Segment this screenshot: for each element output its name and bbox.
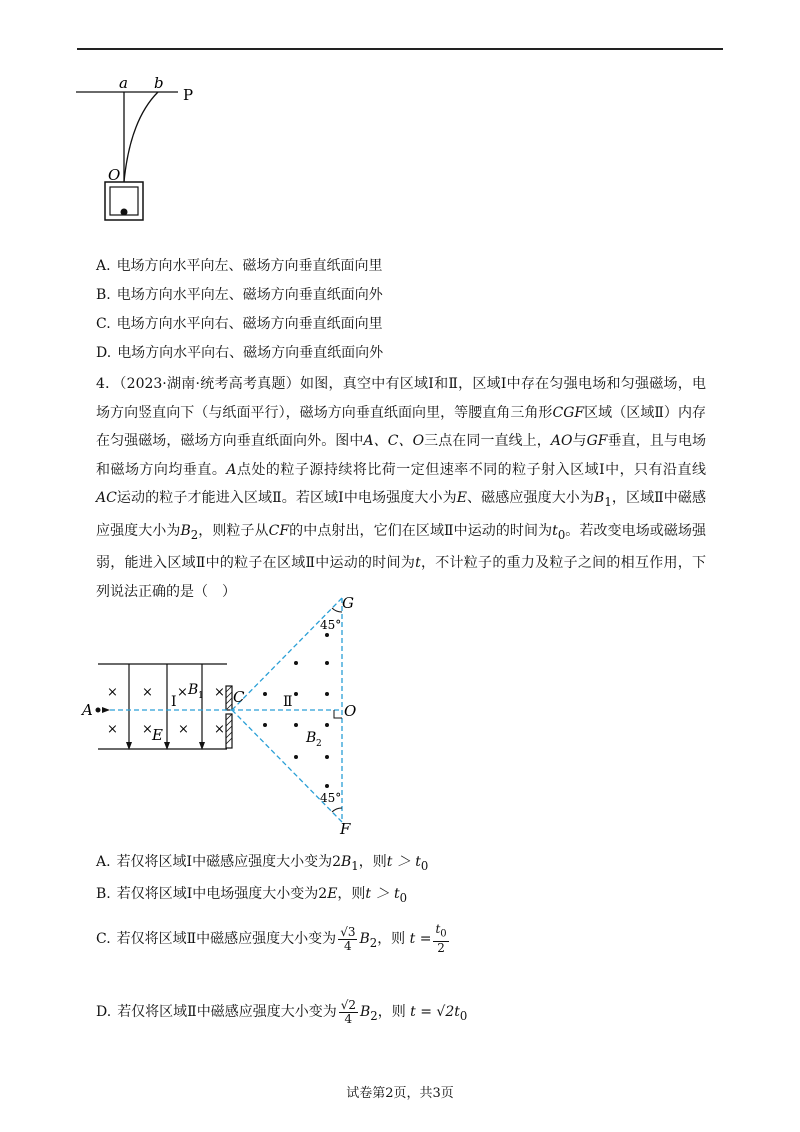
fraction <box>433 923 448 954</box>
stem-sub: 2 <box>190 527 199 542</box>
option-math: t ＞ t <box>386 854 421 870</box>
cross-mark: × <box>142 685 153 700</box>
q3-option-c[interactable] <box>96 314 383 334</box>
stem-text: ，区域Ⅱ中磁感应强度大小为 <box>96 490 707 539</box>
label-angle-bottom: 45° <box>320 791 342 805</box>
q4-option-b[interactable] <box>96 884 407 908</box>
page-footer: 试卷第2页，共3页 <box>346 1086 454 1101</box>
q4-option-a[interactable] <box>96 852 428 876</box>
cross-mark: × <box>142 722 153 737</box>
stem-math: B <box>180 522 191 539</box>
cross-mark: × <box>178 722 189 737</box>
stem-math: AO <box>550 433 573 450</box>
option-letter: C. <box>96 316 111 332</box>
option-letter: A. <box>96 854 111 870</box>
option-letter: B. <box>96 886 111 902</box>
stem-math: B <box>594 490 605 507</box>
label-F: F <box>340 820 351 838</box>
stem-text: ，不计粒子的重力及粒子之间的相互作用，下列说法正确的是（ ） <box>96 555 707 600</box>
option-sub: 2 <box>370 1008 378 1023</box>
option-math: t ＞ t <box>365 886 400 902</box>
option-math: t = <box>409 931 432 947</box>
option-text: 电场方向水平向右、磁场方向垂直纸面向外 <box>117 345 384 361</box>
fraction-numerator: √2 <box>340 997 356 1012</box>
label-C: C <box>233 688 245 706</box>
label-O: O <box>344 702 357 720</box>
fraction <box>338 926 357 953</box>
option-math: t = √2t <box>410 1004 460 1020</box>
option-sub: 0 <box>399 890 407 905</box>
option-text: 若仅将区域Ⅰ中电场强度大小变为2 <box>116 886 328 902</box>
stem-math: AC <box>96 490 117 507</box>
figure-2-field-regions <box>80 590 370 840</box>
q3-option-d[interactable] <box>96 343 383 363</box>
stem-sub: 0 <box>557 527 566 542</box>
option-letter: D. <box>96 345 112 361</box>
option-sub: 2 <box>369 935 378 950</box>
option-sub: 0 <box>420 858 429 873</box>
stem-text: 点处的粒子源持续将比荷一定但速率不同的粒子射入区域Ⅰ中，只有沿直线 <box>236 461 706 478</box>
question-source: （2023·湖南·统考高考真题） <box>119 376 301 392</box>
question-number: 4． <box>96 376 120 392</box>
stem-math: GF <box>586 433 608 450</box>
stem-text: 垂直，且与电场和磁场方向均垂直。 <box>96 433 707 478</box>
option-text: 电场方向水平向右、磁场方向垂直纸面向里 <box>116 316 383 332</box>
label-B2: B <box>306 730 317 746</box>
label-E: E <box>152 726 163 744</box>
figure-1-trajectory <box>70 70 210 230</box>
stem-text: 与 <box>572 433 587 450</box>
option-sub: 1 <box>351 858 359 873</box>
fraction-numerator: √3 <box>340 924 356 939</box>
stem-text: 的中点射出，它们在区域Ⅱ中运动的时间为 <box>289 522 553 539</box>
plate-hatching <box>226 686 232 744</box>
option-text: 电场方向水平向左、磁场方向垂直纸面向外 <box>116 287 383 303</box>
stem-text: 区域（区域Ⅱ）内存在匀强磁场，磁场方向垂直纸面向外。图中 <box>96 404 707 450</box>
option-letter: D. <box>96 1004 112 1020</box>
slit-plate-top <box>226 686 232 710</box>
stem-math: t <box>415 555 421 572</box>
stem-text: 运动的粒子才能进入区域Ⅱ。若区域Ⅰ中电场强度大小为 <box>116 490 457 507</box>
option-text: ，则 <box>337 886 366 902</box>
option-text: ，则 <box>358 854 387 870</box>
option-sub: 0 <box>440 928 447 940</box>
label-B2-sub: 2 <box>316 739 322 749</box>
option-math: B <box>341 854 352 870</box>
q4-option-c[interactable] <box>96 922 451 956</box>
stem-math: CGF <box>552 404 585 421</box>
fraction <box>339 999 358 1026</box>
option-text: 若仅将区域Ⅰ中磁感应强度大小变为2 <box>116 854 341 870</box>
cross-mark: × <box>107 722 118 737</box>
angle-arc-top <box>332 608 342 612</box>
fraction-numerator <box>433 923 448 941</box>
option-letter: C. <box>96 931 111 947</box>
option-text: 若仅将区域Ⅱ中磁感应强度大小变为 <box>116 931 337 947</box>
option-math: B <box>359 1004 371 1020</box>
stem-text: 。若改变电场或磁场强弱，能进入区域Ⅱ中的粒子在区域Ⅱ中运动的时间为 <box>96 522 707 572</box>
cross-mark: × <box>107 685 118 700</box>
option-text: ，则 <box>377 1004 406 1020</box>
right-angle-mark <box>334 710 342 718</box>
label-region-I: Ⅰ <box>171 694 177 710</box>
stem-math: A <box>226 461 237 478</box>
fraction-denominator: 4 <box>344 1011 353 1026</box>
label-B1: B <box>188 682 199 698</box>
header-rule <box>77 48 723 50</box>
option-text: ，则 <box>377 931 406 947</box>
label-region-II: Ⅱ <box>283 694 293 710</box>
label-B1-sub: 1 <box>198 691 204 701</box>
option-letter: B. <box>96 287 111 303</box>
option-sub: 0 <box>459 1008 468 1023</box>
label-a: a <box>119 74 128 92</box>
magnetic-field-in-marks <box>107 685 225 737</box>
q3-option-a[interactable] <box>96 256 383 276</box>
label-P: P <box>183 86 194 104</box>
source-particle <box>121 209 128 216</box>
fraction-denominator: 4 <box>344 938 352 953</box>
option-letter: A. <box>96 258 111 274</box>
stem-math: CF <box>268 522 290 539</box>
option-math: B <box>359 931 370 947</box>
option-text: 电场方向水平向左、磁场方向垂直纸面向里 <box>116 258 383 274</box>
stem-math: A、C、O <box>363 433 425 450</box>
stem-text: 、磁感应强度大小为 <box>466 490 595 507</box>
q3-option-b[interactable] <box>96 285 383 305</box>
curved-path <box>124 92 158 182</box>
label-O: O <box>108 166 121 184</box>
label-A: A <box>82 701 93 719</box>
angle-arc-bottom <box>332 808 342 812</box>
cross-mark: × <box>214 722 225 737</box>
particle-source-dot <box>96 708 101 713</box>
stem-text: 如图，真空中有区域Ⅰ和Ⅱ，区域Ⅰ中存在匀强电场和匀强磁场，电场方向竖直向下（与纸面平行），磁场方向垂直纸面向里，等腰直角三角形 <box>96 376 706 421</box>
option-math: E <box>327 886 338 902</box>
option-text: 若仅将区域Ⅱ中磁感应强度大小变为 <box>117 1004 337 1020</box>
stem-math: E <box>456 490 467 507</box>
label-b: b <box>154 74 164 92</box>
cross-mark: × <box>214 685 225 700</box>
question-4-stem <box>96 370 706 606</box>
stem-text: ，则粒子从 <box>198 522 269 539</box>
stem-sub: 1 <box>604 495 612 510</box>
label-G: G <box>342 594 354 612</box>
option-math: t <box>435 922 441 937</box>
fraction-denominator: 2 <box>437 940 445 955</box>
label-angle-top: 45° <box>320 618 342 632</box>
q4-option-d[interactable] <box>96 992 467 1032</box>
stem-math: t <box>552 522 558 539</box>
edge-CF <box>232 710 342 822</box>
cross-mark: × <box>177 685 188 700</box>
stem-text: 三点在同一直线上， <box>424 433 551 450</box>
particle-direction-arrow <box>102 707 110 713</box>
